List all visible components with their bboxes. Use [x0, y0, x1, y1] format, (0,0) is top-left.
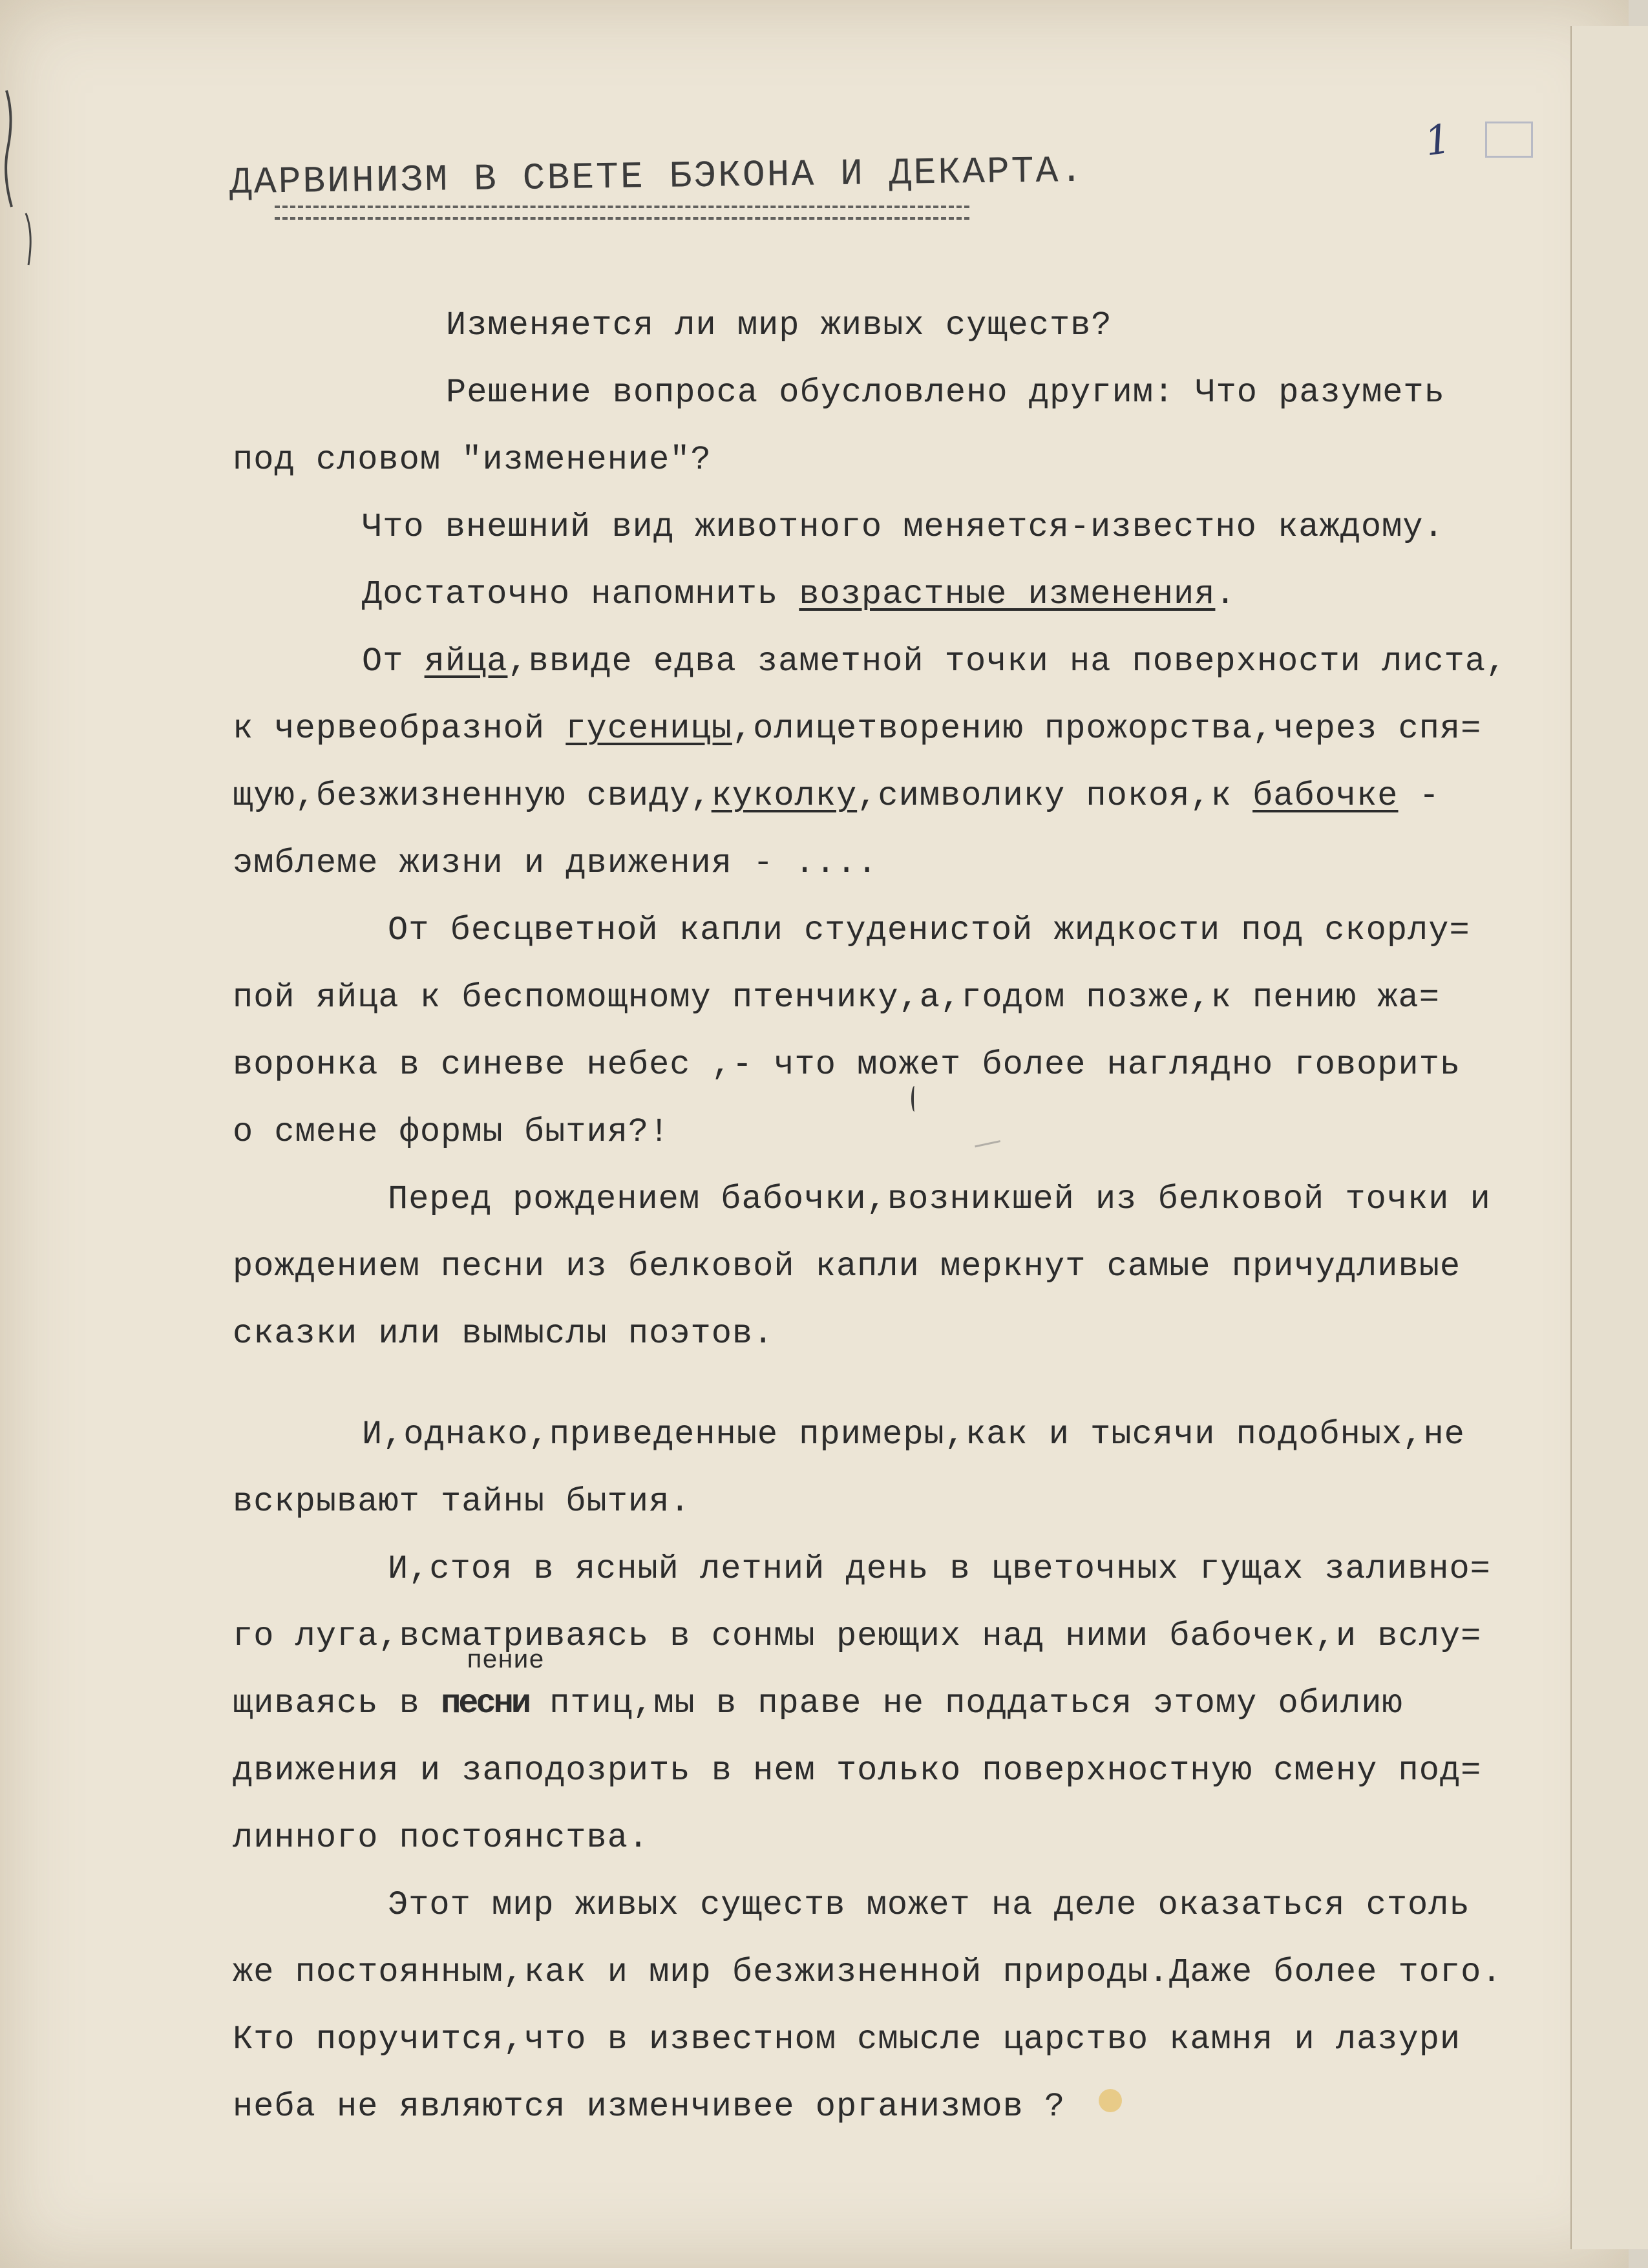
underlined-word: куколку	[711, 777, 858, 815]
text-line: Решение вопроса обусловлено другим: Что разуметь	[446, 374, 1445, 412]
text-line: Достаточно напомнить возрастные изменения.	[362, 575, 1236, 613]
page-number: 1	[1422, 114, 1454, 165]
text-line: И,стоя в ясный летний день в цветочных гущах заливно=	[388, 1550, 1491, 1588]
underlined-word: гусеницы	[565, 710, 732, 748]
text-line: пой яйца к беспомощному птенчику,а,годом позже,к пению жа=	[233, 979, 1440, 1017]
text-line: к червеобразной гусеницы,олицетворению прожорства,через спя=	[233, 710, 1482, 748]
text-line: неба не являются изменчивее организмов ?	[233, 2088, 1066, 2126]
text-line: И,однако,приведенные примеры,как и тысячи подобных,не	[362, 1415, 1465, 1454]
text-line: Кто поручится,что в известном смысле царство камня и лазури	[233, 2020, 1461, 2059]
text-line: Изменяется ли мир живых существ?	[446, 306, 1112, 344]
underlined-word: бабочке	[1252, 777, 1399, 815]
text-line: линного постоянства.	[233, 1819, 650, 1857]
corner-stamp	[1485, 122, 1533, 158]
overstruck-word: песни	[441, 1684, 529, 1722]
handwritten-correction: пение	[467, 1647, 545, 1676]
text-line: Этот мир живых существ может на деле оказаться столь	[388, 1886, 1470, 1924]
pencil-mark	[911, 1086, 918, 1112]
page-edge-marks	[0, 0, 39, 271]
text-line: вскрывают тайны бытия.	[233, 1483, 691, 1521]
document-title: ДАРВИНИЗМ В СВЕТЕ БЭКОНА И ДЕКАРТА.	[229, 150, 1085, 205]
underlying-sheet	[1570, 26, 1648, 2249]
text-line: эмблеме жизни и движения - ....	[233, 844, 878, 882]
text-line: сказки или вымыслы поэтов.	[233, 1315, 774, 1353]
pencil-mark	[975, 1140, 1002, 1159]
underlined-phrase: возрастные изменения	[799, 575, 1216, 613]
text-line: Что внешний вид животного меняется-известно каждому.	[362, 508, 1444, 546]
text-line: От яйца,ввиде едва заметной точки на поверхности листа,	[362, 642, 1507, 681]
text-line: го луга,всматриваясь в сонмы реющих над ними бабочек,и вслу=	[233, 1617, 1482, 1655]
text-line: воронка в синеве небес ,- что может более наглядно говорить	[233, 1046, 1461, 1084]
text-line: щиваясь в песни птиц,мы в праве не поддаться этому обилию	[233, 1684, 1403, 1722]
ink-stain	[1099, 2089, 1122, 2112]
underlined-word: яйца	[424, 642, 508, 681]
text-line: рождением песни из белковой капли меркнут самые причудливые	[233, 1247, 1461, 1286]
text-line: От бесцветной капли студенистой жидкости под скорлу=	[388, 911, 1470, 949]
text-line: же постоянным,как и мир безжизненной природы.Даже более того.	[233, 1953, 1503, 1991]
text-line: о смене формы бытия?!	[233, 1113, 670, 1151]
text-line: движения и заподозрить в нем только поверхностную смену под=	[233, 1752, 1482, 1790]
text-line: Перед рождением бабочки,возникшей из белковой точки и	[388, 1180, 1491, 1218]
title-underline	[275, 206, 969, 220]
text-line: щую,безжизненную свиду,куколку,символику покоя,к бабочке -	[233, 777, 1440, 815]
text-line: под словом "изменение"?	[233, 441, 712, 479]
